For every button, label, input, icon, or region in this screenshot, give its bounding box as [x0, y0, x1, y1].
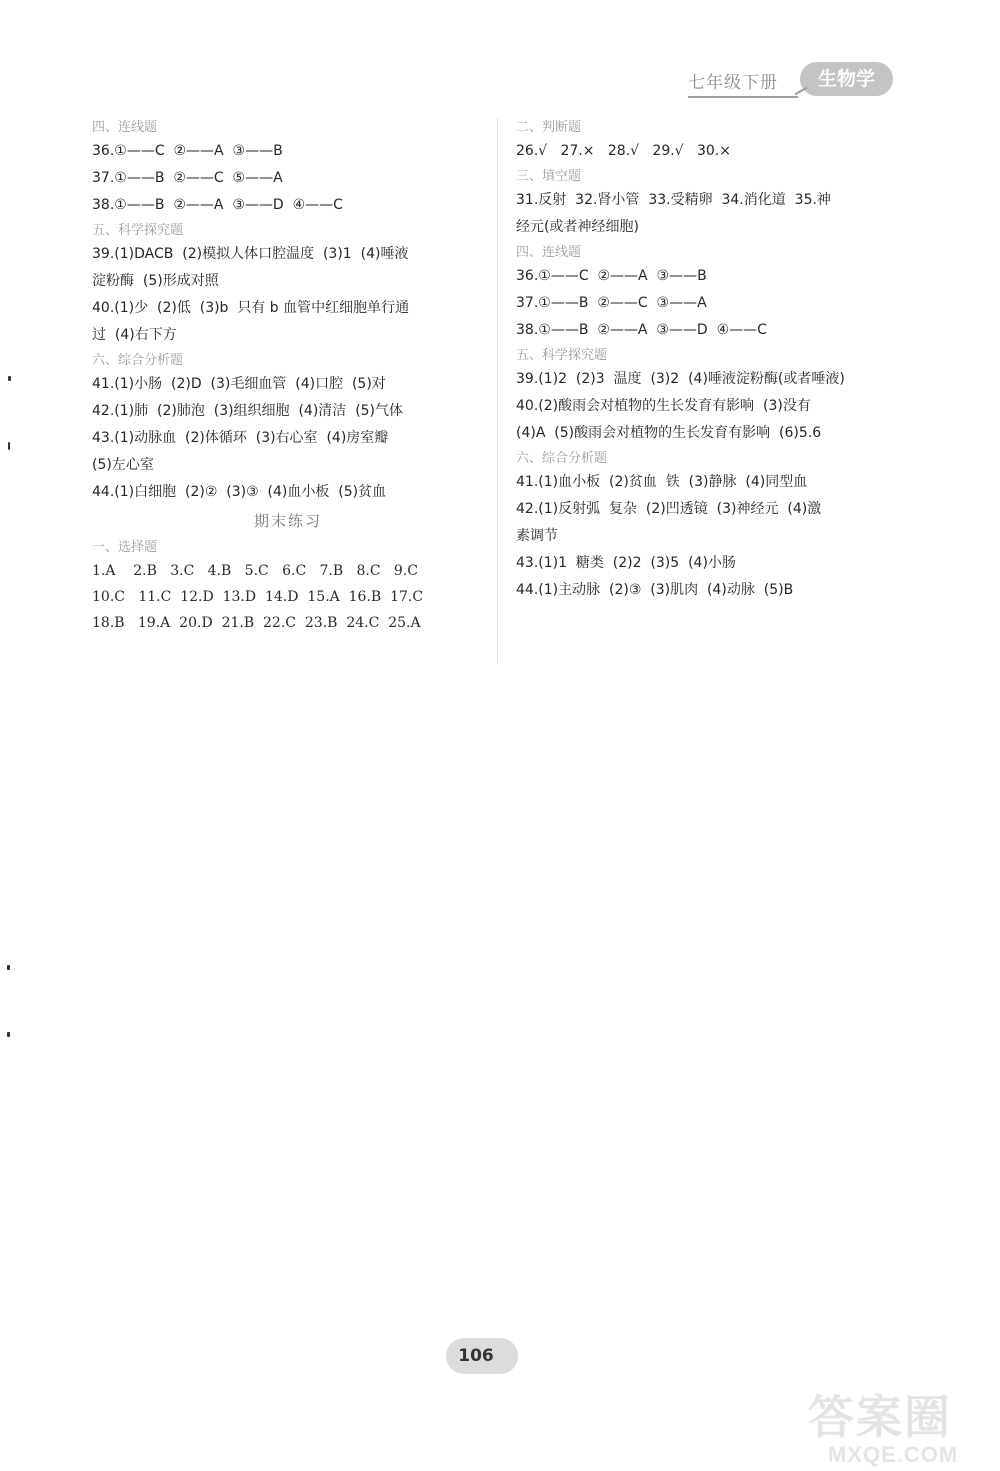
choice-answers-row: 18.B 19.A 20.D 21.B 22.C 23.B 24.C 25.A	[92, 615, 421, 631]
answer-line: 40.(2)酸雨会对植物的生长发育有影响 (3)没有	[516, 398, 811, 414]
section-heading: 六、综合分析题	[516, 451, 608, 466]
answer-line: 26.√ 27.× 28.√ 29.√ 30.×	[516, 143, 731, 159]
final-practice-title: 期末练习	[253, 512, 322, 530]
choice-answers-row: 10.C 11.C 12.D 13.D 14.D 15.A 16.B 17.C	[92, 589, 424, 605]
scan-speck	[7, 965, 10, 970]
header-subject-badge: 生物学	[800, 62, 893, 96]
page-number: 106	[458, 1346, 494, 1366]
answer-line: 44.(1)主动脉 (2)③ (3)肌肉 (4)动脉 (5)B	[516, 582, 794, 598]
section-heading: 六、综合分析题	[92, 353, 184, 368]
running-header	[688, 62, 900, 102]
answer-line: 39.(1)2 (2)3 温度 (3)2 (4)唾液淀粉酶(或者唾液)	[516, 371, 845, 387]
answer-line: 36.①——C ②——A ③——B	[516, 268, 707, 284]
header-grade: 七年级下册	[688, 73, 778, 93]
answer-line: 43.(1)1 糖类 (2)2 (3)5 (4)小肠	[516, 555, 736, 571]
section-heading: 五、科学探究题	[516, 348, 608, 363]
answer-line: 38.①——B ②——A ③——D ④——C	[92, 197, 343, 213]
header-rule	[688, 96, 798, 98]
answer-line: 42.(1)反射弧 复杂 (2)凹透镜 (3)神经元 (4)激	[516, 501, 822, 517]
watermark-chars: 答案圈	[808, 1390, 952, 1444]
scan-speck	[7, 1032, 10, 1037]
answer-line: 素调节	[516, 528, 558, 544]
section-heading: 四、连线题	[516, 245, 582, 260]
answer-line: 39.(1)DACB (2)模拟人体口腔温度 (3)1 (4)唾液	[92, 246, 409, 262]
watermark-url: MXQE.COM	[828, 1442, 959, 1467]
choice-answers-row: 1.A 2.B 3.C 4.B 5.C 6.C 7.B 8.C 9.C	[92, 563, 419, 579]
answer-line: 过 (4)右下方	[92, 327, 177, 343]
answer-line: 43.(1)动脉血 (2)体循环 (3)右心室 (4)房室瓣	[92, 430, 389, 446]
answer-line: 淀粉酶 (5)形成对照	[92, 273, 219, 289]
answer-line: (4)A (5)酸雨会对植物的生长发育有影响 (6)5.6	[516, 425, 822, 441]
right-column	[516, 116, 912, 604]
section-heading: 一、选择题	[92, 540, 158, 555]
scan-speck	[8, 376, 11, 381]
answer-line: 41.(1)小肠 (2)D (3)毛细血管 (4)口腔 (5)对	[92, 376, 386, 392]
answer-line: 37.①——B ②——C ⑤——A	[92, 170, 283, 186]
answer-line: 37.①——B ②——C ③——A	[516, 295, 707, 311]
column-divider	[497, 118, 498, 663]
answer-line: 42.(1)肺 (2)肺泡 (3)组织细胞 (4)清洁 (5)气体	[92, 403, 404, 419]
section-heading: 四、连线题	[92, 120, 158, 135]
section-heading: 五、科学探究题	[92, 223, 184, 238]
section-heading: 二、判断题	[516, 120, 582, 135]
page-number-badge	[446, 1338, 518, 1376]
answer-line: 44.(1)白细胞 (2)② (3)③ (4)血小板 (5)贫血	[92, 484, 387, 500]
answer-line: 41.(1)血小板 (2)贫血 铁 (3)静脉 (4)同型血	[516, 474, 808, 490]
answer-line: 36.①——C ②——A ③——B	[92, 143, 283, 159]
watermark-logo	[808, 1392, 992, 1468]
section-heading: 三、填空题	[516, 169, 582, 184]
answer-line: 经元(或者神经细胞)	[516, 219, 639, 235]
scan-speck	[8, 442, 10, 450]
answer-line: 31.反射 32.肾小管 33.受精卵 34.消化道 35.神	[516, 192, 831, 208]
answer-line: 38.①——B ②——A ③——D ④——C	[516, 322, 767, 338]
answer-line: 40.(1)少 (2)低 (3)b 只有 b 血管中红细胞单行通	[92, 300, 410, 316]
answer-line: (5)左心室	[92, 457, 154, 473]
left-column	[92, 116, 484, 636]
